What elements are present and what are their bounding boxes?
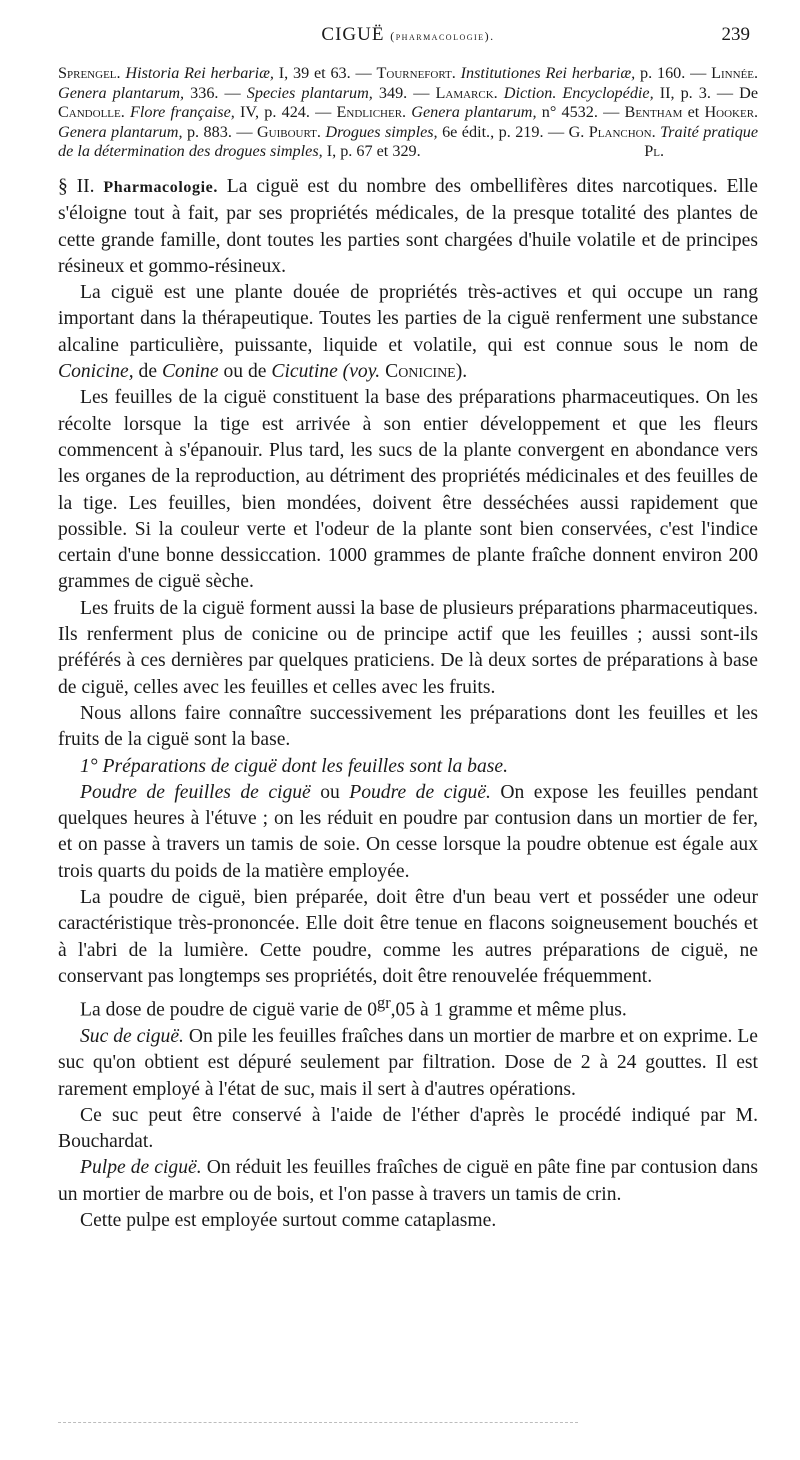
section-mark: § II. [58, 175, 95, 197]
bib-author: Candolle. [58, 103, 125, 122]
bib-ref: I, 39 et 63. — [278, 64, 372, 82]
paragraph [58, 990, 758, 1024]
paragraph-text: ou [320, 781, 340, 803]
header-title [58, 24, 758, 46]
bib-title: Institutiones Rei herbariæ, [460, 64, 636, 82]
bib-author: Lamarck. [435, 83, 498, 102]
bib-ref: 6e édit., p. 219. — G. [442, 122, 585, 141]
bib-ref: 349. — [378, 83, 430, 102]
paragraph: Cette pulpe est employée surtout comme cataplasme. [80, 1210, 497, 1232]
paragraph: Nous allons faire connaître successivement les préparations dont les feuilles et les fruits de la ciguë sont la base. [58, 702, 758, 751]
article-body [58, 174, 758, 1234]
bib-author: Bentham [624, 103, 683, 122]
bib-title: Genera plantarum, [58, 122, 183, 141]
bib-ref: n° 4532. — [541, 103, 620, 122]
footer-rule [58, 1422, 578, 1423]
paragraph: Ce suc peut être conservé à l'aide de l'éther d'après le procédé indiqué par M. Bouchardat. [58, 1104, 758, 1153]
header-subtitle: (pharmacologie). [390, 29, 495, 43]
bibliography-block [58, 64, 758, 162]
bib-title: Flore française, [129, 103, 235, 122]
author-signature: Pl. [644, 142, 664, 161]
cross-ref-close: ). [455, 361, 468, 383]
page [58, 24, 758, 1234]
paragraph-text: La ciguë est du nombre des ombellifères dites narcotiques. Elle s'éloigne tout à fait, par ses propriétés médicales, de la presque totalité des plantes de cette grande famille, dont toutes les parties sont chargées d'huile volatile et de principes résineux et gommo-résineux. [58, 175, 758, 277]
bib-ref: p. 160. — [640, 64, 707, 82]
paragraph-text: On expose les feuilles pendant quelques heures à l'étuve ; on les réduit en poudre par contusion dans un mortier de fer, et on passe à travers un tamis de soie. On cesse lorsque la poudre obtenue est égale aux trois quarts du poids de la matière employée. [58, 781, 758, 882]
paragraph-text: ou de [223, 361, 267, 383]
running-header [58, 24, 758, 52]
term-cicutine: Cicutine [271, 361, 338, 383]
bib-author: Endlicher. [336, 103, 407, 122]
paragraph: La poudre de ciguë, bien préparée, doit être d'un beau vert et posséder une odeur caractéristique très-prononcée. Elle doit être tenue en flacons soigneusement bouchés et à l'abri de la lumière. Cette poudre, comme les autres préparations de ciguë, ne conservant pas longtemps ses propriétés, doit être renouvelée fréquemment. [58, 886, 758, 987]
bib-title: Species plantarum, [246, 83, 373, 102]
bib-title: Historia Rei herbariæ, [125, 64, 274, 82]
bib-author: Guibourt. [256, 122, 321, 141]
bib-author: Tournefort. [376, 64, 456, 82]
paragraph-text: On réduit les feuilles fraîches de ciguë en pâte fine par contusion dans un mortier de marbre ou de bois, et l'on passe à travers un tamis de crin. [58, 1157, 759, 1205]
paragraph [58, 780, 758, 885]
paragraph-text: ,05 à 1 gramme et même plus. [390, 999, 627, 1021]
bib-ref: IV, p. 424. — [240, 103, 332, 122]
term-heading: Pulpe de ciguë. [80, 1157, 202, 1179]
cross-reference [343, 361, 468, 382]
paragraph-text: La dose de poudre de ciguë varie de 0 [80, 999, 378, 1021]
page-number: 239 [721, 24, 750, 45]
bib-author: Sprengel. [58, 64, 121, 82]
bib-ref: II, p. 3. — De [659, 83, 759, 102]
paragraph [58, 1155, 758, 1208]
subsection-heading-text: 1° Préparations de ciguë dont les feuilles sont la base. [80, 755, 508, 777]
paragraph [58, 174, 758, 280]
bib-author: Planchon. [588, 122, 656, 141]
bib-title: Drogues simples, [325, 122, 438, 141]
cross-ref-voy: (voy. [342, 361, 381, 383]
term-heading: Poudre de ciguë. [349, 781, 491, 803]
paragraph [58, 280, 758, 385]
term-conicine: Conicine, [58, 361, 134, 383]
bib-title: Traité pratique de la détermination des drogues simples, [58, 122, 759, 161]
bib-author: Linnée. [711, 64, 759, 82]
term-heading: Poudre de feuilles de ciguë [80, 781, 311, 803]
paragraph: Les feuilles de la ciguë constituent la base des préparations pharmaceutiques. On les récolte lorsque la tige est arrivée à son entier développement et que les fleurs commencent à s'épanouir. Plus tard, les sucs de la plante convergent en abondance vers les organes de la reproduction, au détriment des propriétés médicinales et des feuilles de la tige. Les feuilles, bien mondées, doivent être desséchées aussi rapidement que possible. Si la couleur verte et l'odeur de la plante sont bien conservées, c'est l'indice certain d'une bonne dessiccation. 1000 grammes de plante fraîche donnent environ 200 grammes de ciguë sèche. [58, 387, 758, 593]
paragraph-text: On pile les feuilles fraîches dans un mortier de marbre et on exprime. Le suc qu'on obtient est dépuré seulement par filtration. Dose de 2 à 24 gouttes. Il est rarement employé à l'état de suc, mais il sert à d'autres opérations. [58, 1026, 758, 1100]
cross-ref-target: Conicine [385, 361, 456, 383]
bib-conj: et [687, 103, 700, 122]
subsection-heading [58, 754, 758, 780]
term-heading: Suc de ciguë. [80, 1026, 184, 1047]
bib-ref: p. 883. — [186, 122, 253, 141]
bib-author: Hooker. [704, 103, 759, 122]
section-heading: Pharmacologie. [103, 178, 218, 196]
bib-title: Genera plantarum, [58, 83, 185, 102]
bib-title: Diction. Encyclopédie, [503, 83, 654, 102]
header-title-main: CIGUË [321, 24, 385, 45]
bib-title: Genera plantarum, [411, 103, 537, 122]
paragraph-text: de [138, 361, 158, 383]
paragraph [58, 1024, 758, 1103]
term-conine: Conine [161, 361, 219, 383]
bib-ref: 336. — [190, 83, 241, 102]
unit-superscript: gr [377, 993, 391, 1013]
bib-ref: I, p. 67 et 329. [326, 142, 421, 161]
paragraph: Les fruits de la ciguë forment aussi la base de plusieurs préparations pharmaceutiques. Ils renferment plus de conicine ou de principe actif que les feuilles ; aussi sont-ils préférés à ces dernières par quelques praticiens. De là deux sortes de préparations à base de ciguë, celles avec les feuilles et celles avec les fruits. [58, 597, 758, 698]
paragraph-text: La ciguë est une plante douée de propriétés très-actives et qui occupe un rang important dans la thérapeutique. Toutes les parties de la ciguë renferment une substance alcaline particulière, puissante, liquide et volatile, qui est connue sous le nom de [58, 282, 758, 356]
